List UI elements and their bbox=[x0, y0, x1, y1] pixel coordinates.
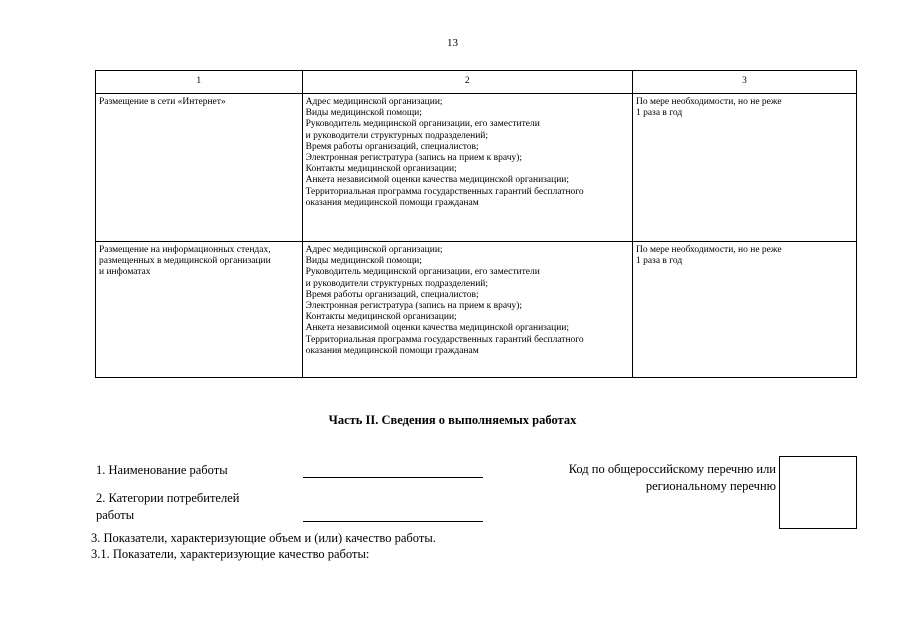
content-line: Адрес медицинской организации; bbox=[305, 97, 443, 107]
content-line: оказания медицинской помощи гражданам bbox=[305, 197, 479, 208]
table-header-row bbox=[96, 71, 857, 94]
content-line: Руководитель медицинской организации, его заместители bbox=[305, 267, 540, 278]
registry-code-label-line: Код по общероссийскому перечню или bbox=[568, 462, 776, 476]
column-header-1: 1 bbox=[96, 71, 303, 94]
channel-line: размещенных в медицинской организации bbox=[99, 256, 271, 267]
content-line: Время работы организаций, специалистов; bbox=[305, 289, 479, 300]
frequency-cell bbox=[632, 94, 856, 242]
content-line: и руководители структурных подразделений; bbox=[305, 278, 489, 289]
frequency-line: 1 раза в год bbox=[635, 108, 683, 119]
column-header-3: 3 bbox=[632, 71, 856, 94]
consumer-categories-field-line bbox=[303, 521, 483, 522]
content-line: Анкета независимой оценки качества медицинской организации; bbox=[305, 323, 570, 334]
content-line: Электронная регистратура (запись на прием к врачу); bbox=[305, 301, 523, 312]
table-row bbox=[96, 94, 857, 242]
frequency-line: По мере необходимости, но не реже bbox=[635, 245, 782, 255]
content-line: Виды медицинской помощи; bbox=[305, 256, 422, 267]
content-line: Контакты медицинской организации; bbox=[305, 312, 457, 323]
channel-line: и инфоматах bbox=[99, 267, 151, 278]
frequency-line: 1 раза в год bbox=[635, 256, 683, 267]
frequency-cell bbox=[632, 242, 856, 378]
content-line: Электронная регистратура (запись на прием к врачу); bbox=[305, 153, 523, 164]
frequency-line: По мере необходимости, но не реже bbox=[635, 97, 782, 107]
content-cell bbox=[302, 242, 632, 378]
part-title: Часть II. Сведения о выполняемых работах bbox=[328, 413, 577, 427]
page-number: 13 bbox=[447, 37, 458, 49]
channel-cell bbox=[96, 94, 303, 242]
channel-cell bbox=[96, 242, 303, 378]
consumer-categories-label: 2. Категории потребителей bbox=[96, 491, 240, 505]
content-line: и руководители структурных подразделений; bbox=[305, 130, 489, 141]
content-line: Виды медицинской помощи; bbox=[305, 108, 422, 119]
channel-text: Размещение в сети «Интернет» bbox=[99, 97, 226, 107]
content-cell bbox=[302, 94, 632, 242]
quality-indicators-label: 3.1. Показатели, характеризующие качество работы: bbox=[91, 547, 370, 561]
table-row bbox=[96, 242, 857, 378]
content-line: Время работы организаций, специалистов; bbox=[305, 141, 479, 152]
information-table bbox=[95, 70, 857, 378]
content-line: оказания медицинской помощи гражданам bbox=[305, 345, 479, 356]
content-line: Руководитель медицинской организации, его заместители bbox=[305, 119, 540, 130]
consumer-categories-label-cont: работы bbox=[96, 508, 135, 522]
work-name-label: 1. Наименование работы bbox=[96, 463, 228, 477]
registry-code-label bbox=[500, 461, 776, 495]
content-line: Анкета независимой оценки качества медицинской организации; bbox=[305, 175, 570, 186]
indicators-label: 3. Показатели, характеризующие объем и (или) качество работы. bbox=[91, 531, 436, 545]
content-line: Контакты медицинской организации; bbox=[305, 164, 457, 175]
content-line: Адрес медицинской организации; bbox=[305, 245, 443, 255]
registry-code-box bbox=[779, 456, 857, 529]
content-line: Территориальная программа государственных гарантий бесплатного bbox=[305, 334, 584, 345]
content-line: Территориальная программа государственных гарантий бесплатного bbox=[305, 186, 584, 197]
channel-line: Размещение на информационных стендах, bbox=[99, 245, 271, 255]
work-name-field-line bbox=[303, 477, 483, 478]
registry-code-label-line: региональному перечню bbox=[645, 479, 776, 493]
column-header-2: 2 bbox=[302, 71, 632, 94]
